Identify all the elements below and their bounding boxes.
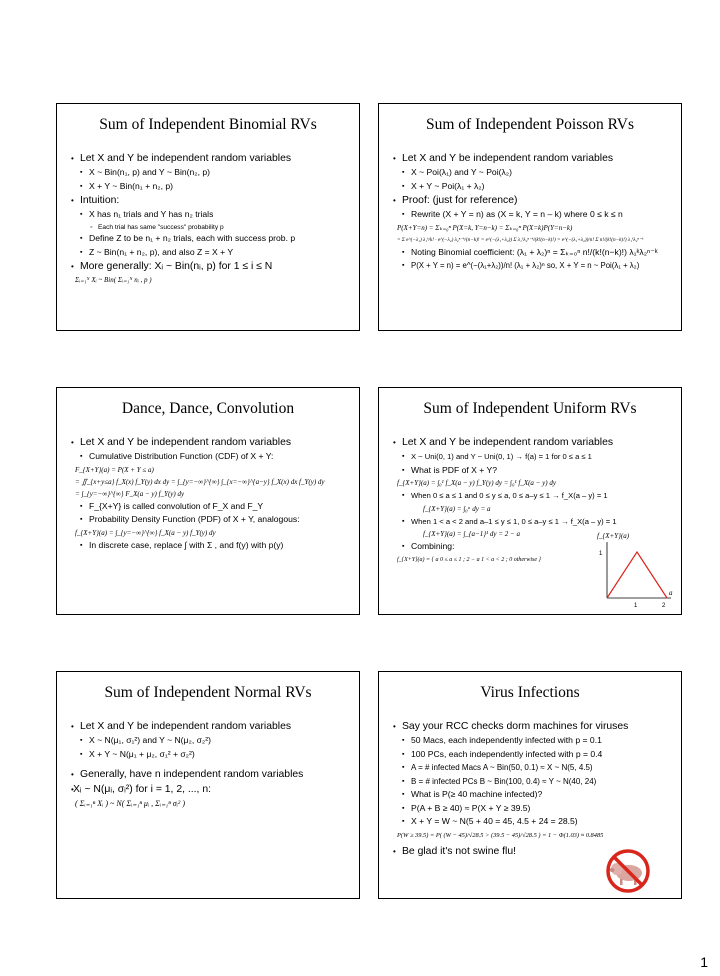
slide-body (393, 152, 675, 274)
bullet-continuation: • Xᵢ ~ N(μᵢ, σᵢ²) for i = 1, 2, ..., n: (71, 783, 353, 796)
equation: P(X+Y=n) = Σₖ₌₀ⁿ P(X=k, Y=n−k) = Σₖ₌₀ⁿ P(X=k)P(Y=n−k) (397, 223, 573, 232)
slide-body (71, 152, 353, 287)
equation: = ∬_{x+y≤a} f_X(x) f_Y(y) dx dy = ∫_{y=−∞}^{∞} ∫_{x=−∞}^{a−y} f_X(x) dx f_Y(y) dy (75, 477, 325, 486)
bullet: ▪ B = # infected PCs B ~ Bin(100, 0.4) ≈ Y ~ N(40, 24) (393, 776, 675, 788)
page-number: 1 (700, 954, 708, 970)
bullet: ▪ Noting Binomial coefficient: (λ₁ + λ₂)ⁿ = Σₖ₌₀ⁿ n!/(k!(n−k)!) λ₁ᵏλ₂ⁿ⁻ᵏ (393, 247, 675, 259)
bullet: ▪ When 1 < a < 2 and a–1 ≤ y ≤ 1, 0 ≤ a–y ≤ 1 → f_X(a – y) = 1 (393, 516, 675, 528)
bullet: ▪ X has n₁ trials and Y has n₂ trials (71, 209, 353, 221)
bullet: • Let X and Y be independent random variables (71, 720, 353, 733)
slide-title: Sum of Independent Binomial RVs (99, 116, 317, 133)
y-tick-label: 1 (599, 551, 603, 557)
y-axis-label: f_{X+Y}(a) (597, 532, 630, 540)
slide-binomial (56, 103, 360, 331)
bullet: • Proof: (just for reference) (393, 194, 675, 207)
slide-title: Sum of Independent Normal RVs (104, 684, 312, 701)
uniform-sum-pdf-chart (589, 528, 675, 610)
bullet: ▪ X ~ Uni(0, 1) and Y ~ Uni(0, 1) → f(a) = 1 for 0 ≤ a ≤ 1 (393, 451, 675, 463)
bullet: ▪ X + Y = W ~ N(5 + 40 = 45, 4.5 + 24 = 28.5) (393, 816, 675, 828)
bullet: ▪ X + Y ~ Bin(n₁ + n₂, p) (71, 181, 353, 193)
bullet: ▪ X ~ Poi(λ₁) and Y ~ Poi(λ₂) (393, 167, 675, 179)
x-tick-label: 1 (634, 603, 638, 609)
slide-poisson (378, 103, 682, 331)
slide-title: Dance, Dance, Convolution (121, 400, 295, 417)
slide-body (71, 436, 353, 553)
equation: P(W ≥ 39.5) = P( (W − 45)/√28.5 > (39.5 − 45)/√28.5 ) = 1 − Φ(1.03) ≈ 0.8485 (397, 831, 604, 839)
bullet: ▪ When 0 ≤ a ≤ 1 and 0 ≤ y ≤ a, 0 ≤ a–y ≤ 1 → f_X(a – y) = 1 (393, 490, 675, 502)
bullet: • Generally, have n independent random variables (71, 768, 353, 781)
bullet: • Let X and Y be independent random variables (71, 152, 353, 165)
bullet: ▪ X + Y ~ N(μ₁ + μ₂, σ₁² + σ₂²) (71, 749, 353, 761)
slide-title: Virus Infections (480, 684, 580, 701)
bullet: ▪ P(X + Y = n) = e^(−(λ₁+λ₂))/n! (λ₁ + λ₂)ⁿ so, X + Y = n ~ Poi(λ₁ + λ₂) (393, 260, 675, 272)
bullet: ▪ 50 Macs, each independently infected with p = 0.1 (393, 735, 675, 747)
slide-title: Sum of Independent Poisson RVs (425, 116, 634, 133)
bullet: ▪ 100 PCs, each independently infected with p = 0.4 (393, 749, 675, 761)
bullet: ▪ A = # infected Macs A ~ Bin(50, 0.1) ≈ X ~ N(5, 4.5) (393, 762, 675, 774)
bullet: • Say your RCC checks dorm machines for viruses (393, 720, 675, 733)
bullet: • Let X and Y be independent random variables (393, 152, 675, 165)
bullet: ▪ F_{X+Y} is called convolution of F_X and F_Y (71, 501, 353, 513)
bullet: • Intuition: (71, 194, 353, 207)
equation: = ∫_{y=−∞}^{∞} F_X(a − y) f_Y(y) dy (75, 489, 185, 498)
bullet: ▪ What is P(≥ 40 machine infected)? (393, 789, 675, 801)
bullet: ▪ Probability Density Function (PDF) of X + Y, analogous: (71, 514, 353, 526)
x-axis-label: a (669, 589, 673, 597)
equation: f_{X+Y}(a) = ∫₀¹ f_X(a − y) f_Y(y) dy = ∫₀¹ f_X(a − y) dy (397, 479, 556, 487)
bullet: ▪ X + Y ~ Poi(λ₁ + λ₂) (393, 181, 675, 193)
slide-virus (378, 671, 682, 899)
equation: Σᵢ₌₁ᴺ Xᵢ ~ Bin( Σᵢ₌₁ᴺ nᵢ , p ) (75, 276, 152, 284)
bullet: • Be glad it's not swine flu! (393, 845, 675, 858)
slide-convolution (56, 387, 360, 615)
bullet: • Let X and Y be independent random variables (393, 436, 675, 449)
bullet: ▪ X ~ Bin(n₁, p) and Y ~ Bin(n₂, p) (71, 167, 353, 179)
slide-body (71, 720, 353, 810)
equation: = Σ e^(−λ₁) λ₁ᵏ/k! · e^(−λ₂) λ₂ⁿ⁻ᵏ/(n−k)! = e^(−(λ₁+λ₂)) Σ λ₁ᵏλ₂ⁿ⁻ᵏ/(k!(n−k)!) = e^(−(λ₁+λ₂))/n! Σ n!/(k!(n−k)!) λ₁ᵏλ₂ⁿ⁻ᵏ (397, 236, 644, 243)
bullet: ▪ Rewrite (X + Y = n) as (X = k, Y = n – k) where 0 ≤ k ≤ n (393, 209, 675, 221)
bullet: ▪ P(A + B ≥ 40) ≈ P(X + Y ≥ 39.5) (393, 803, 675, 815)
bullet: ▪ X ~ N(μ₁, σ₁²) and Y ~ N(μ₂, σ₂²) (71, 735, 353, 747)
slide-normal (56, 671, 360, 899)
bullet: ▪ Combining: (393, 541, 675, 553)
equation: f_{X+Y}(a) = { a 0 ≤ a ≤ 1 ; 2 − a 1 < a < 2 ; 0 otherwise } (397, 556, 541, 563)
slide-uniform (378, 387, 682, 615)
equation: ( Σᵢ₌₁ⁿ Xᵢ ) ~ N( Σᵢ₌₁ⁿ μᵢ , Σᵢ₌₁ⁿ σᵢ² ) (75, 799, 185, 808)
bullet: ▪ Define Z to be n₁ + n₂ trials, each with success prob. p (71, 233, 353, 245)
equation: f_{X+Y}(a) = ∫₀ᵃ dy = a (423, 504, 491, 513)
bullet: • Let X and Y be independent random variables (71, 436, 353, 449)
slide-body (393, 720, 675, 860)
no-pig-icon (605, 848, 651, 894)
slide-title: Sum of Independent Uniform RVs (423, 400, 637, 417)
bullet: ◦ Each trial has same "success" probability p (71, 223, 353, 233)
equation: f_{X+Y}(a) = ∫_{y=−∞}^{∞} f_X(a − y) f_Y(y) dy (75, 528, 216, 537)
equation: F_{X+Y}(a) = P(X + Y ≤ a) (75, 465, 154, 474)
series-line (607, 552, 667, 598)
equation: f_{X+Y}(a) = ∫_{a−1}¹ dy = 2 − a (423, 530, 520, 538)
x-tick-label: 2 (662, 603, 666, 609)
bullet: ▪ Cumulative Distribution Function (CDF) of X + Y: (71, 451, 353, 463)
bullet: ▪ What is PDF of X + Y? (393, 465, 675, 477)
bullet: • More generally: Xᵢ ~ Bin(nᵢ, p) for 1 ≤ i ≤ N (71, 260, 353, 273)
bullet: ▪ In discrete case, replace ∫ with Σ , and f(y) with p(y) (71, 540, 353, 552)
bullet: ▪ Z ~ Bin(n₁ + n₂, p), and also Z = X + Y (71, 247, 353, 259)
